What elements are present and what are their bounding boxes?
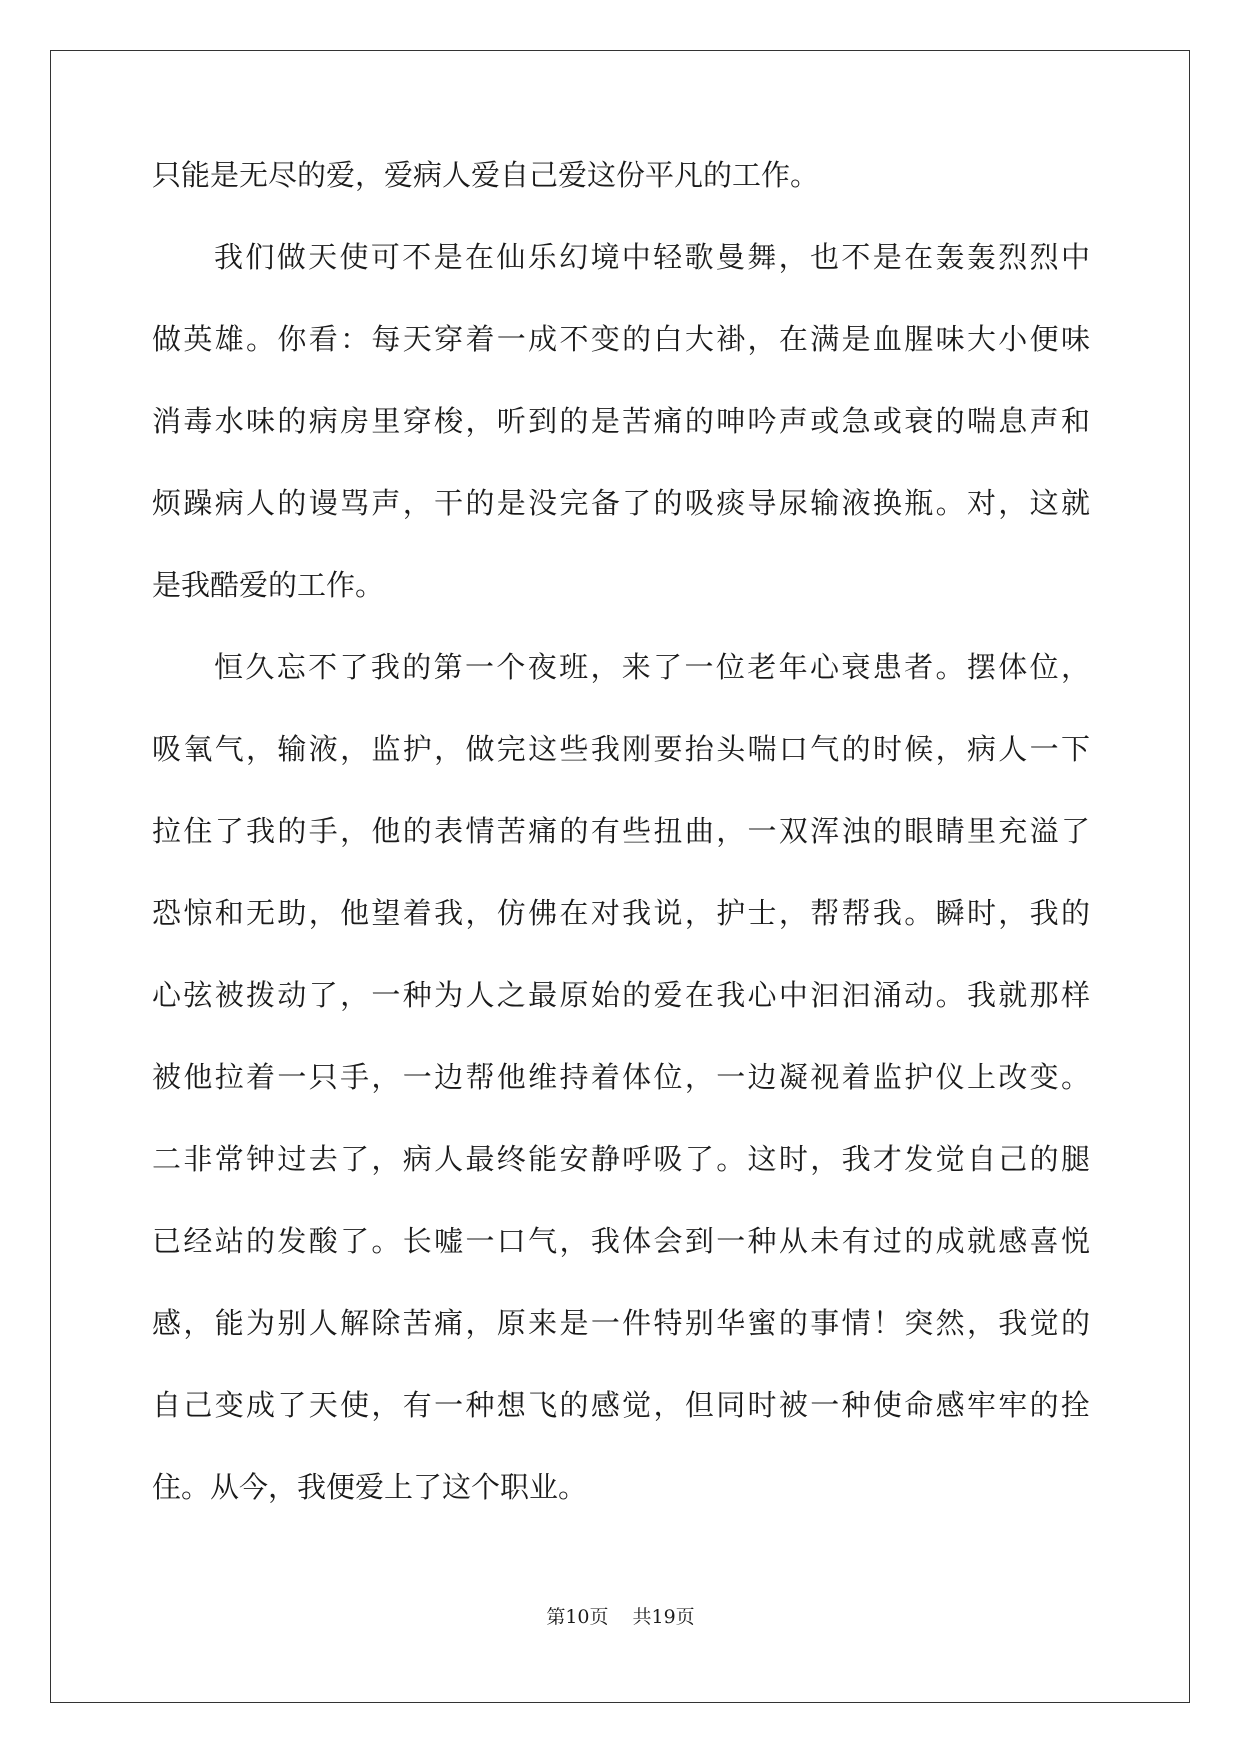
text-line: 恒久忘不了我的第一个夜班，来了一位老年心衰患者。摆体位，: [214, 650, 1090, 684]
text-line: 二非常钟过去了，病人最终能安静呼吸了。这时，我才发觉自己的腿: [152, 1142, 1090, 1176]
text-line: 做英雄。你看：每天穿着一成不变的白大褂，在满是血腥味大小便味: [152, 322, 1090, 356]
text-line: 已经站的发酸了。长嘘一口气，我体会到一种从未有过的成就感喜悦: [152, 1224, 1090, 1258]
text-line: 我们做天使可不是在仙乐幻境中轻歌曼舞，也不是在轰轰烈烈中: [214, 240, 1090, 274]
text-line: 自己变成了天使，有一种想飞的感觉，但同时被一种使命感牢牢的拴: [152, 1388, 1090, 1422]
text-line: 感，能为别人解除苦痛，原来是一件特别华蜜的事情！突然，我觉的: [152, 1306, 1090, 1340]
page-total: 共19页: [632, 1606, 695, 1628]
text-line: 烦躁病人的谩骂声，干的是没完备了的吸痰导尿输液换瓶。对，这就: [152, 486, 1090, 520]
page-number: 第10页: [546, 1606, 609, 1628]
text-line: 吸氧气，输液，监护，做完这些我刚要抬头喘口气的时候，病人一下: [152, 732, 1090, 766]
text-line: 心弦被拨动了，一种为人之最原始的爱在我心中汩汩涌动。我就那样: [152, 978, 1090, 1012]
text-line: 恐惊和无助，他望着我，仿佛在对我说，护士，帮帮我。瞬时，我的: [152, 896, 1090, 930]
page-footer: [0, 1606, 1241, 1628]
text-line: 是我酷爱的工作。: [152, 568, 385, 602]
text-line: 拉住了我的手，他的表情苦痛的有些扭曲，一双浑浊的眼睛里充溢了: [152, 814, 1090, 848]
text-line: 被他拉着一只手，一边帮他维持着体位，一边凝视着监护仪上改变。: [152, 1060, 1090, 1094]
text-line: 消毒水味的病房里穿梭，听到的是苦痛的呻吟声或急或衰的喘息声和: [152, 404, 1090, 438]
document-body: [152, 160, 1090, 1554]
text-line: 住。从今，我便爱上了这个职业。: [152, 1470, 588, 1504]
text-line: 只能是无尽的爱，爱病人爱自己爱这份平凡的工作。: [152, 158, 820, 192]
